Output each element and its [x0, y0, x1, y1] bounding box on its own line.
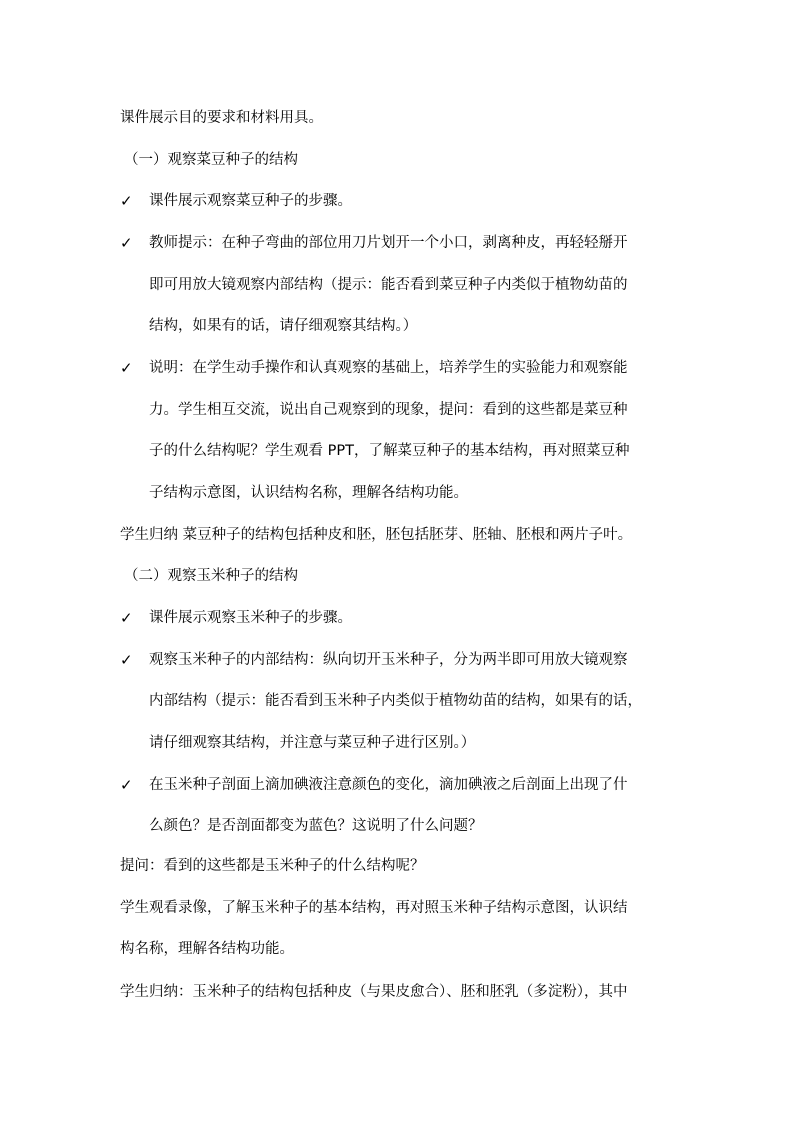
bullet-line: 说明：在学生动手操作和认真观察的基础上，培养学生的实验能力和观察能 — [149, 360, 628, 376]
bullet-continuation-line: 子结构示意图，认识结构名称，理解各结构功能。 — [149, 485, 468, 501]
bullet-continuation-line: 力。学生相互交流，说出自己观察到的现象，提问：看到的这些都是菜豆种 — [149, 402, 628, 418]
paragraph-line: 学生归纳：玉米种子的结构包括种皮（与果皮愈合）、胚和胚乳（多淀粉），其中 — [120, 984, 628, 1000]
paragraph-line: 学生观看录像，了解玉米种子的基本结构，再对照玉米种子结构示意图，认识结 — [120, 900, 628, 916]
bullet-continuation-line: 即可用放大镜观察内部结构（提示：能否看到菜豆种子内类似于植物幼苗的 — [149, 277, 628, 293]
paragraph-line: 提问：看到的这些都是玉米种子的什么结构呢？ — [120, 858, 425, 874]
check-icon: ✓ — [120, 359, 133, 377]
bullet-continuation-line: 结构，如果有的话，请仔细观察其结构。） — [149, 318, 418, 334]
bullet-line: 在玉米种子剖面上滴加碘液注意颜色的变化，滴加碘液之后剖面上出现了什 — [149, 777, 628, 793]
section-heading: （一）观察菜豆种子的结构 — [124, 152, 298, 168]
check-icon: ✓ — [120, 234, 133, 252]
check-icon: ✓ — [120, 651, 133, 669]
bullet-continuation-line: 么颜色？是否剖面都变为蓝色？这说明了什么问题？ — [149, 818, 483, 834]
check-icon: ✓ — [120, 776, 133, 794]
check-icon: ✓ — [120, 192, 133, 210]
check-icon: ✓ — [120, 609, 133, 627]
bullet-line: 观察玉米种子的内部结构：纵向切开玉米种子，分为两半即可用放大镜观察 — [149, 652, 628, 668]
bullet-line: 课件展示观察玉米种子的步骤。 — [149, 610, 352, 626]
section-heading: （二）观察玉米种子的结构 — [124, 568, 298, 584]
bullet-continuation-line: 请仔细观察其结构，并注意与菜豆种子进行区别。） — [149, 735, 476, 751]
bullet-continuation-line: 子的什么结构呢？学生观看 PPT，了解菜豆种子的基本结构，再对照菜豆种 — [149, 443, 630, 459]
bullet-line: 教师提示：在种子弯曲的部位用刀片划开一个小口，剥离种皮，再轻轻掰开 — [149, 235, 628, 251]
bullet-line: 课件展示观察菜豆种子的步骤。 — [149, 193, 352, 209]
paragraph-line: 课件展示目的要求和材料用具。 — [120, 110, 323, 126]
paragraph-line: 学生归纳 菜豆种子的结构包括种皮和胚，胚包括胚芽、胚轴、胚根和两片子叶。 — [120, 527, 633, 543]
paragraph-line: 构名称，理解各结构功能。 — [120, 941, 294, 957]
bullet-continuation-line: 内部结构（提示：能否看到玉米种子内类似于植物幼苗的结构，如果有的话， — [149, 693, 642, 709]
